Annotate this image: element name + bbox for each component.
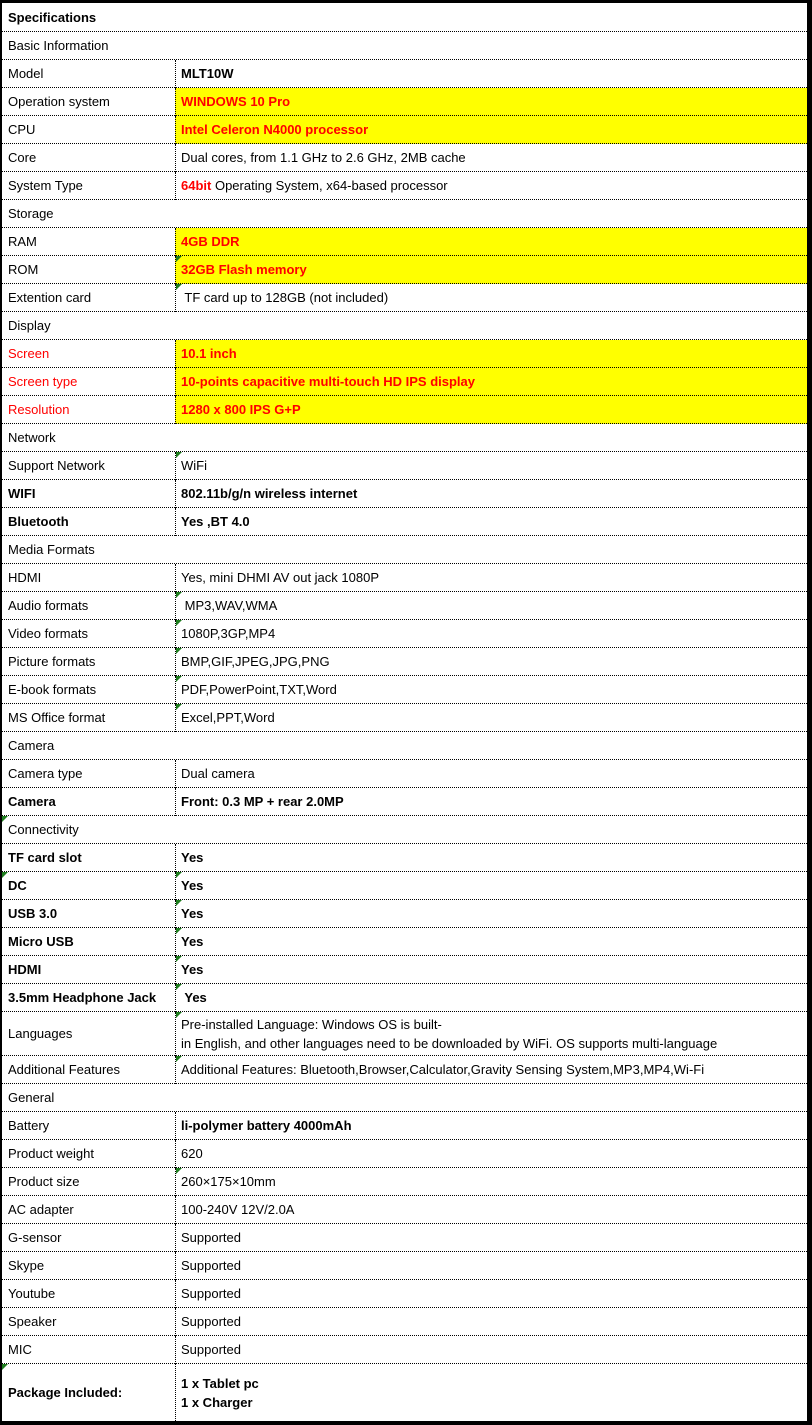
- row-label: Extention card: [8, 290, 92, 305]
- section-header-label: Media Formats: [8, 542, 95, 557]
- section-row-media-formats: [2, 536, 807, 564]
- spec-row-core: [2, 144, 807, 172]
- row-value: Excel,PPT,Word: [181, 710, 275, 725]
- row-value-part: Operating System, x64-based processor: [211, 178, 448, 193]
- row-label-cell: [2, 368, 175, 396]
- row-value-cell: [175, 704, 807, 732]
- row-label-cell: [2, 1280, 175, 1308]
- section-row-display: [2, 312, 807, 340]
- comment-flag-icon: [176, 704, 182, 710]
- row-label: 3.5mm Headphone Jack: [8, 990, 157, 1005]
- comment-flag-icon: [176, 900, 182, 906]
- spec-row-resolution: [2, 396, 807, 424]
- spec-row-languages: [2, 1012, 807, 1056]
- row-value-cell: [175, 1280, 807, 1308]
- comment-flag-icon: [176, 928, 182, 934]
- row-value-line: 1 x Charger: [181, 1394, 253, 1410]
- row-label: RAM: [8, 234, 37, 249]
- spec-row-wifi: [2, 480, 807, 508]
- row-label: HDMI: [8, 962, 42, 977]
- row-label: TF card slot: [8, 850, 82, 865]
- row-value-cell: [175, 256, 807, 284]
- row-value: 4GB DDR: [181, 234, 240, 249]
- row-value: Yes: [181, 850, 204, 865]
- row-value: TF card up to 128GB (not included): [181, 290, 389, 305]
- spec-row-usb-3-0: [2, 900, 807, 928]
- row-label-cell: [2, 480, 175, 508]
- spec-row-additional-features: [2, 1056, 807, 1084]
- spec-row-extention-card: [2, 284, 807, 312]
- row-value: Yes ,BT 4.0: [181, 514, 250, 529]
- row-value: Yes: [181, 990, 207, 1005]
- row-label-cell: [2, 1140, 175, 1168]
- row-value: Intel Celeron N4000 processor: [181, 122, 369, 137]
- row-label-cell: [2, 1056, 175, 1084]
- row-value: WiFi: [181, 458, 207, 473]
- row-label: Screen: [8, 346, 50, 361]
- row-value-part: 64bit: [181, 178, 212, 193]
- row-value-cell: [175, 340, 807, 368]
- row-value: Additional Features: Bluetooth,Browser,Calculator,Gravity Sensing System,MP3,MP4,Wi-Fi: [181, 1062, 705, 1077]
- spec-row-3-5mm-headphone-jack: [2, 984, 807, 1012]
- row-value-cell: [175, 228, 807, 256]
- row-label: Support Network: [8, 458, 105, 473]
- row-label: Product weight: [8, 1146, 94, 1161]
- row-value: WINDOWS 10 Pro: [181, 94, 291, 109]
- row-label: Operation system: [8, 94, 110, 109]
- row-label-cell: [2, 1112, 175, 1140]
- row-label: WIFI: [8, 486, 36, 501]
- section-header-cell: [2, 312, 807, 340]
- row-label-cell: [2, 1196, 175, 1224]
- row-label-cell: [2, 340, 175, 368]
- row-value: 10.1 inch: [181, 346, 237, 361]
- spec-row-speaker: [2, 1308, 807, 1336]
- row-value-cell: [175, 1168, 807, 1196]
- row-value-cell: [175, 620, 807, 648]
- row-value-cell: [175, 1112, 807, 1140]
- spec-row-ms-office-format: [2, 704, 807, 732]
- row-label-cell: [2, 1224, 175, 1252]
- spec-row-system-type: [2, 172, 807, 200]
- spec-row-ac-adapter: [2, 1196, 807, 1224]
- section-header-label: General: [8, 1090, 55, 1105]
- table-title-cell: [2, 3, 807, 32]
- comment-flag-icon: [176, 1012, 182, 1018]
- row-label: Micro USB: [8, 934, 74, 949]
- row-value-cell: [175, 508, 807, 536]
- row-value-cell: [175, 368, 807, 396]
- section-header-cell: [2, 732, 807, 760]
- spec-row-hdmi: [2, 564, 807, 592]
- row-label-cell: [2, 1364, 175, 1421]
- spec-row-rom: [2, 256, 807, 284]
- comment-flag-icon: [176, 872, 182, 878]
- row-value: 100-240V 12V/2.0A: [181, 1202, 295, 1217]
- row-value-cell: [175, 760, 807, 788]
- row-value: 260×175×10mm: [181, 1174, 276, 1189]
- row-label-cell: [2, 788, 175, 816]
- row-label: System Type: [8, 178, 83, 193]
- row-value: Dual camera: [181, 766, 255, 781]
- row-label: Core: [8, 150, 37, 165]
- row-label: Resolution: [8, 402, 70, 417]
- section-header-label: Storage: [8, 206, 54, 221]
- spec-row-hdmi: [2, 956, 807, 984]
- row-label: Model: [8, 66, 44, 81]
- comment-flag-icon: [2, 872, 8, 878]
- row-label-cell: [2, 172, 175, 200]
- row-label-cell: [2, 396, 175, 424]
- row-value: 802.11b/g/n wireless internet: [181, 486, 358, 501]
- row-value-cell: [175, 452, 807, 480]
- comment-flag-icon: [2, 816, 8, 822]
- spec-row-model: [2, 60, 807, 88]
- row-label-cell: [2, 564, 175, 592]
- row-label-cell: [2, 984, 175, 1012]
- row-value-cell: [175, 984, 807, 1012]
- comment-flag-icon: [2, 1364, 8, 1370]
- row-label: AC adapter: [8, 1202, 74, 1217]
- spec-row-audio-formats: [2, 592, 807, 620]
- section-header-cell: [2, 816, 807, 844]
- comment-flag-icon: [176, 1056, 182, 1062]
- spec-row-g-sensor: [2, 1224, 807, 1252]
- row-value: 1280 x 800 IPS G+P: [181, 402, 301, 417]
- row-value-cell: [175, 284, 807, 312]
- section-row-connectivity: [2, 816, 807, 844]
- spec-row-camera: [2, 788, 807, 816]
- row-value-line: 1 x Tablet pc: [181, 1375, 259, 1391]
- row-value: Yes: [181, 878, 204, 893]
- row-value-cell: [175, 1224, 807, 1252]
- row-label-cell: [2, 1168, 175, 1196]
- row-value-cell: [175, 900, 807, 928]
- spec-row-video-formats: [2, 620, 807, 648]
- row-label-cell: [2, 872, 175, 900]
- row-label-cell: [2, 956, 175, 984]
- row-value: Supported: [181, 1258, 241, 1273]
- spec-row-ram: [2, 228, 807, 256]
- spec-row-battery: [2, 1112, 807, 1140]
- spec-row-tf-card-slot: [2, 844, 807, 872]
- row-label: CPU: [8, 122, 36, 137]
- row-value-cell: [175, 648, 807, 676]
- section-header-label: Connectivity: [8, 822, 79, 837]
- row-label: HDMI: [8, 570, 42, 585]
- comment-flag-icon: [176, 984, 182, 990]
- row-label: Youtube: [8, 1286, 56, 1301]
- row-label: Battery: [8, 1118, 50, 1133]
- row-label-cell: [2, 648, 175, 676]
- section-header-label: Network: [8, 430, 56, 445]
- row-value: 32GB Flash memory: [181, 262, 307, 277]
- spec-row-cpu: [2, 116, 807, 144]
- row-label: Screen type: [8, 374, 78, 389]
- row-label: Audio formats: [8, 598, 89, 613]
- section-header-cell: [2, 1084, 807, 1112]
- row-label: Video formats: [8, 626, 88, 641]
- row-label: MIC: [8, 1342, 32, 1357]
- row-value-cell: [175, 480, 807, 508]
- row-label: Bluetooth: [8, 514, 69, 529]
- spec-row-mic: [2, 1336, 807, 1364]
- row-label-cell: [2, 928, 175, 956]
- row-value-cell: [175, 144, 807, 172]
- spec-row-e-book-formats: [2, 676, 807, 704]
- comment-flag-icon: [176, 648, 182, 654]
- section-header-label: Camera: [8, 738, 55, 753]
- section-header-label: Basic Information: [8, 38, 109, 53]
- comment-flag-icon: [176, 676, 182, 682]
- row-value-cell: [175, 928, 807, 956]
- spec-row-package-included: [2, 1364, 807, 1421]
- spec-row-support-network: [2, 452, 807, 480]
- row-value: li-polymer battery 4000mAh: [181, 1118, 352, 1133]
- row-label: Speaker: [8, 1314, 57, 1329]
- row-label: Camera type: [8, 766, 83, 781]
- row-value-cell: [175, 1252, 807, 1280]
- row-label: MS Office format: [8, 710, 106, 725]
- title-row-specifications: [2, 3, 807, 32]
- row-label-cell: [2, 88, 175, 116]
- row-value: Yes: [181, 962, 204, 977]
- comment-flag-icon: [176, 620, 182, 626]
- spec-row-screen: [2, 340, 807, 368]
- row-value: 10-points capacitive multi-touch HD IPS display: [181, 374, 476, 389]
- row-label-cell: [2, 760, 175, 788]
- row-value-cell: [175, 1364, 807, 1421]
- row-value-cell: [175, 592, 807, 620]
- row-label: ROM: [8, 262, 39, 277]
- row-label-cell: [2, 60, 175, 88]
- row-value: Dual cores, from 1.1 GHz to 2.6 GHz, 2MB cache: [181, 150, 466, 165]
- row-label-cell: [2, 144, 175, 172]
- row-label: Package Included:: [8, 1385, 123, 1400]
- section-header-label: Display: [8, 318, 51, 333]
- row-value-cell: [175, 172, 807, 200]
- row-value-cell: [175, 1056, 807, 1084]
- row-value-cell: [175, 396, 807, 424]
- section-row-camera: [2, 732, 807, 760]
- spec-row-youtube: [2, 1280, 807, 1308]
- row-label: E-book formats: [8, 682, 97, 697]
- row-label: USB 3.0: [8, 906, 58, 921]
- row-label-cell: [2, 900, 175, 928]
- row-label-cell: [2, 844, 175, 872]
- row-label-cell: [2, 592, 175, 620]
- row-label: Additional Features: [8, 1062, 121, 1077]
- comment-flag-icon: [176, 592, 182, 598]
- row-value-cell: [175, 88, 807, 116]
- row-label: Camera: [8, 794, 56, 809]
- section-row-basic-information: [2, 32, 807, 60]
- section-header-cell: [2, 200, 807, 228]
- spec-row-skype: [2, 1252, 807, 1280]
- row-value: Yes: [181, 934, 204, 949]
- comment-flag-icon: [176, 1168, 182, 1174]
- row-value: PDF,PowerPoint,TXT,Word: [181, 682, 337, 697]
- row-label: Product size: [8, 1174, 80, 1189]
- row-label-cell: [2, 704, 175, 732]
- row-value-line: Pre-installed Language: Windows OS is built-: [181, 1016, 442, 1032]
- spec-row-product-size: [2, 1168, 807, 1196]
- row-value-line: in English, and other languages need to be downloaded by WiFi. OS supports multi-language: [181, 1035, 718, 1051]
- spec-row-bluetooth: [2, 508, 807, 536]
- row-value: Supported: [181, 1286, 241, 1301]
- section-row-general: [2, 1084, 807, 1112]
- comment-flag-icon: [176, 256, 182, 262]
- row-label: Skype: [8, 1258, 45, 1273]
- comment-flag-icon: [176, 956, 182, 962]
- row-value: BMP,GIF,JPEG,JPG,PNG: [181, 654, 330, 669]
- spec-row-screen-type: [2, 368, 807, 396]
- spec-row-dc: [2, 872, 807, 900]
- row-value-cell: [175, 1140, 807, 1168]
- row-value: MLT10W: [181, 66, 234, 81]
- comment-flag-icon: [176, 284, 182, 290]
- row-label-cell: [2, 452, 175, 480]
- row-value-cell: [175, 676, 807, 704]
- row-label-cell: [2, 620, 175, 648]
- row-value-cell: [175, 844, 807, 872]
- spec-row-product-weight: [2, 1140, 807, 1168]
- section-header-cell: [2, 536, 807, 564]
- row-value: MP3,WAV,WMA: [181, 598, 278, 613]
- row-label-cell: [2, 1252, 175, 1280]
- spec-row-picture-formats: [2, 648, 807, 676]
- row-value-cell: [175, 1308, 807, 1336]
- row-label-cell: [2, 1308, 175, 1336]
- row-value-cell: [175, 872, 807, 900]
- spec-row-operation-system: [2, 88, 807, 116]
- row-label-cell: [2, 228, 175, 256]
- row-label-cell: [2, 676, 175, 704]
- row-label-cell: [2, 256, 175, 284]
- section-row-storage: [2, 200, 807, 228]
- row-value-cell: [175, 116, 807, 144]
- comment-flag-icon: [176, 452, 182, 458]
- row-label: Languages: [8, 1026, 73, 1041]
- row-value-cell: [175, 1196, 807, 1224]
- row-value: Yes, mini DHMI AV out jack 1080P: [181, 570, 379, 585]
- row-label: DC: [8, 878, 27, 893]
- row-value-cell: [175, 564, 807, 592]
- row-value-cell: [175, 1336, 807, 1364]
- row-value: [181, 176, 807, 195]
- section-header-cell: [2, 424, 807, 452]
- row-value: 620: [181, 1146, 203, 1161]
- row-label: G-sensor: [8, 1230, 62, 1245]
- row-value: Supported: [181, 1314, 241, 1329]
- row-value: Front: 0.3 MP + rear 2.0MP: [181, 794, 344, 809]
- row-value-cell: [175, 788, 807, 816]
- row-label-cell: [2, 1336, 175, 1364]
- section-header-cell: [2, 32, 807, 60]
- row-value-cell: [175, 1012, 807, 1056]
- row-value-cell: [175, 60, 807, 88]
- row-label-cell: [2, 116, 175, 144]
- row-value-cell: [175, 956, 807, 984]
- row-label-cell: [2, 284, 175, 312]
- row-label-cell: [2, 1012, 175, 1056]
- section-row-network: [2, 424, 807, 452]
- row-value: Supported: [181, 1230, 241, 1245]
- row-value: 1080P,3GP,MP4: [181, 626, 276, 641]
- row-value: Supported: [181, 1342, 241, 1357]
- table-title: Specifications: [8, 9, 97, 25]
- row-value: Yes: [181, 906, 204, 921]
- row-label: Picture formats: [8, 654, 96, 669]
- spec-row-camera-type: [2, 760, 807, 788]
- spec-row-micro-usb: [2, 928, 807, 956]
- row-label-cell: [2, 508, 175, 536]
